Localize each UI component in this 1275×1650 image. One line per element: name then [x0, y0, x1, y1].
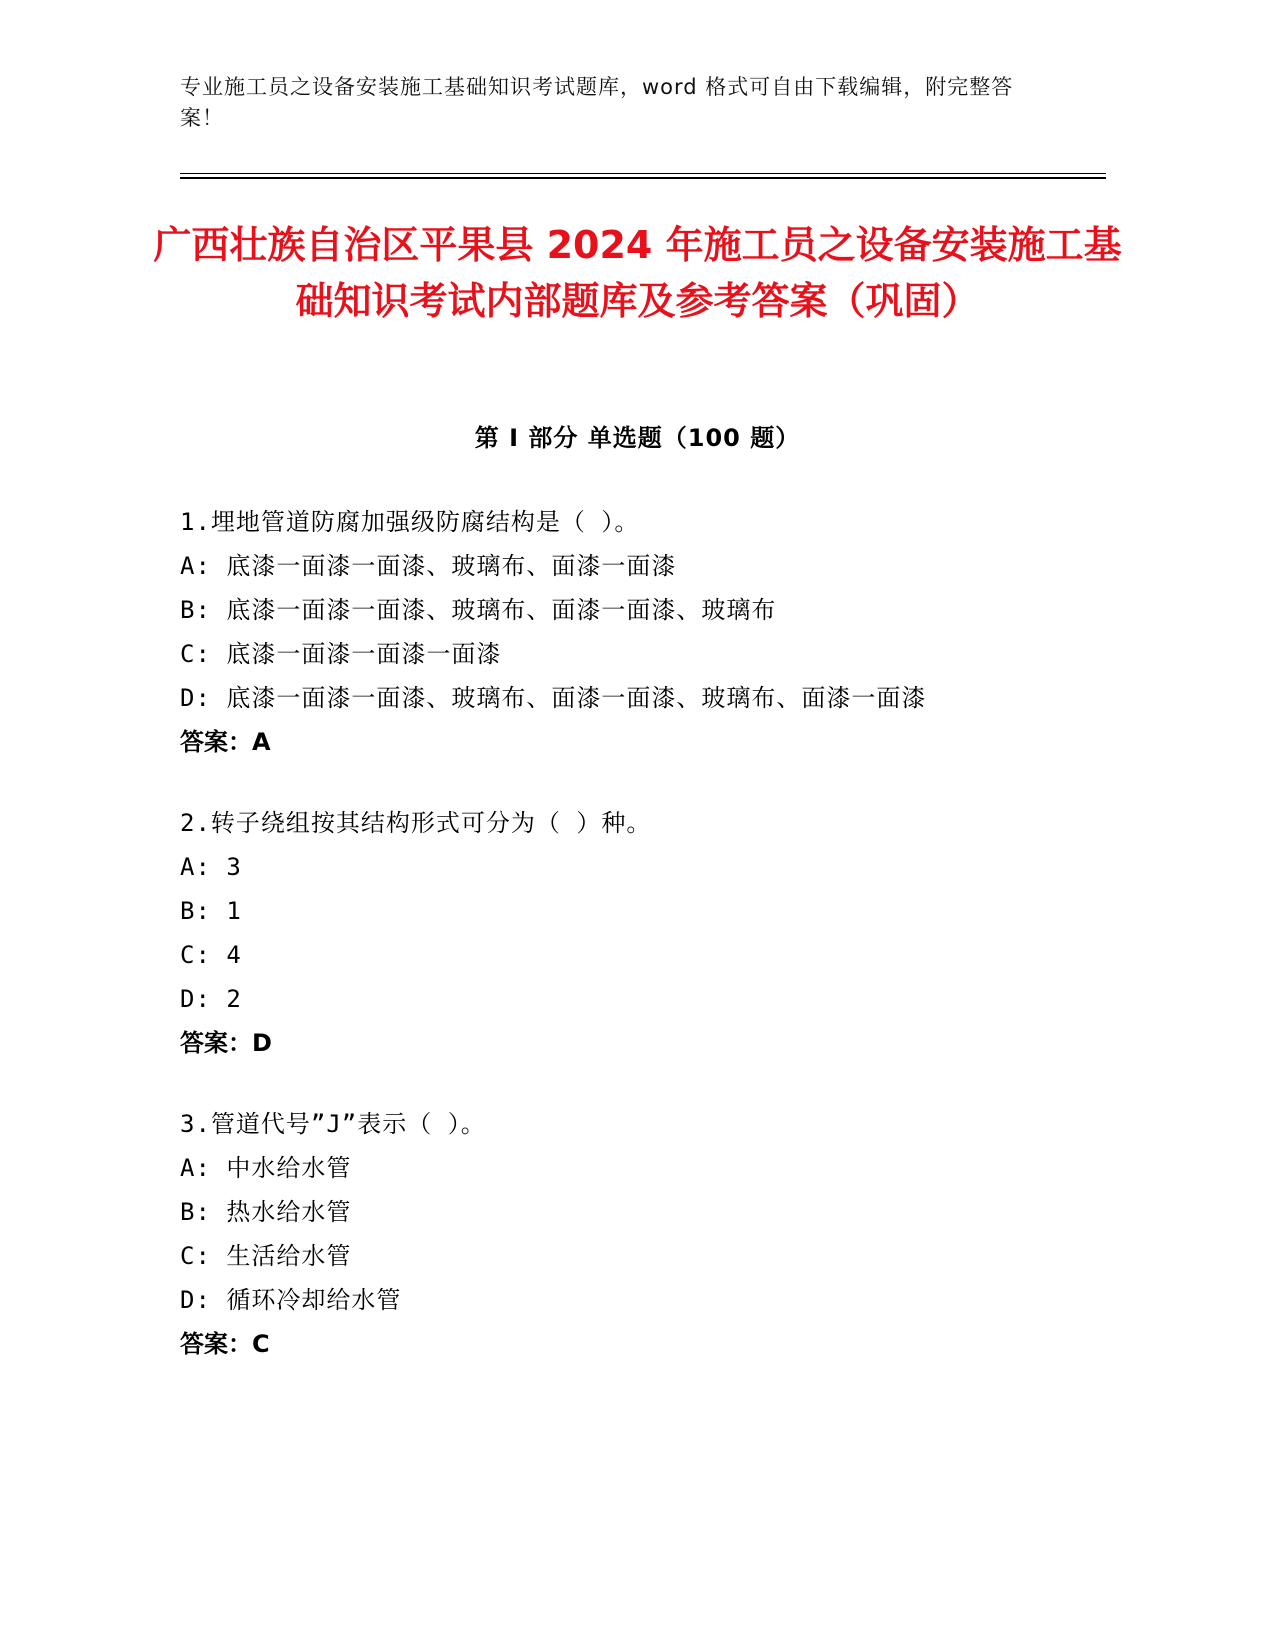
question-stem: 2.转子绕组按其结构形式可分为（ ）种。	[180, 809, 652, 837]
option-b: B: 热水给水管	[180, 1198, 352, 1226]
question-list	[180, 500, 1080, 1403]
answer: 答案：D	[180, 1029, 272, 1057]
section-heading: 第 I 部分 单选题（100 题）	[474, 424, 801, 452]
option-d: D: 循环冷却给水管	[180, 1286, 402, 1314]
document-title: 广西壮族自治区平果县 2024 年施工员之设备安装施工基础知识考试内部题库及参考答案（巩固）	[153, 223, 1122, 323]
option-b: B: 1	[180, 897, 242, 925]
option-a: A: 中水给水管	[180, 1154, 352, 1182]
answer: 答案：A	[180, 728, 271, 756]
option-a: A: 底漆一面漆一面漆、玻璃布、面漆一面漆	[180, 552, 677, 580]
header-divider-thin	[180, 173, 1106, 174]
option-c: C: 4	[180, 941, 242, 969]
header-note: 专业施工员之设备安装施工基础知识考试题库，word 格式可自由下载编辑，附完整答案！	[180, 75, 1014, 130]
option-d: D: 底漆一面漆一面漆、玻璃布、面漆一面漆、玻璃布、面漆一面漆	[180, 684, 927, 712]
option-c: C: 底漆一面漆一面漆一面漆	[180, 640, 502, 668]
option-a: A: 3	[180, 853, 242, 881]
option-c: C: 生活给水管	[180, 1242, 352, 1270]
question-stem: 3.管道代号”J”表示（ ）。	[180, 1110, 486, 1138]
question-1	[180, 500, 1080, 764]
header-divider-thick	[180, 177, 1106, 179]
question-2	[180, 801, 1080, 1065]
question-stem: 1.埋地管道防腐加强级防腐结构是（ ）。	[180, 508, 640, 536]
option-d: D: 2	[180, 985, 242, 1013]
question-3	[180, 1102, 1080, 1366]
option-b: B: 底漆一面漆一面漆、玻璃布、面漆一面漆、玻璃布	[180, 596, 777, 624]
answer: 答案：C	[180, 1330, 270, 1358]
